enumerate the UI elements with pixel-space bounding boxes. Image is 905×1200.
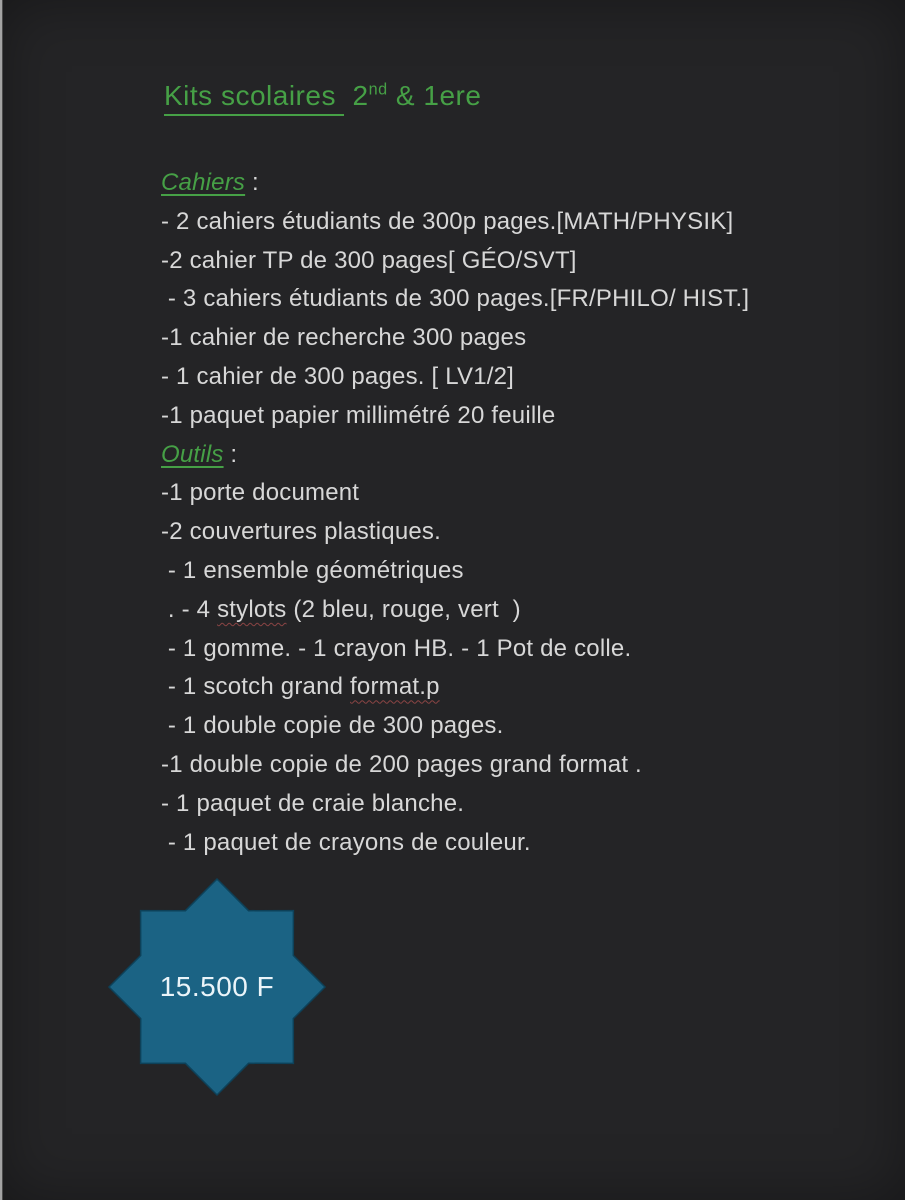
- section-heading: [161, 436, 861, 475]
- page-title: [164, 80, 481, 112]
- list-item-text: -1 paquet papier millimétré 20 feuille: [161, 401, 556, 429]
- list-item: [161, 397, 861, 436]
- list-item-text: - 1 cahier de 300 pages. [ LV1/2]: [161, 362, 515, 390]
- list-item-text: -1 porte document: [161, 479, 360, 507]
- section-heading: [161, 164, 861, 203]
- list-item: [161, 319, 861, 358]
- list-item-text: - 1 gomme. - 1 crayon HB. - 1 Pot de colle.: [161, 634, 632, 662]
- list-item-text: . - 4: [161, 595, 218, 623]
- list-item-text: -2 couvertures plastiques.: [161, 518, 442, 546]
- list-item: [161, 824, 861, 863]
- list-item-text: - 3 cahiers étudiants de 300 pages.[FR/PHILO/ HIST.]: [161, 285, 750, 313]
- list-item-text: - 1 scotch grand: [161, 673, 351, 701]
- list-item-text: -1 double copie de 200 pages grand format .: [161, 750, 642, 778]
- title-rest: & 1ere: [387, 80, 482, 111]
- list-item: [161, 746, 861, 785]
- list-item: [161, 785, 861, 824]
- list-item: [161, 358, 861, 397]
- list-item: [161, 552, 861, 591]
- list-item-text: - 2 cahiers étudiants de 300p pages.[MATH/PHYSIK]: [161, 207, 734, 235]
- supply-list: [161, 164, 861, 862]
- misspelled-word: stylots: [217, 595, 287, 623]
- section-heading-suffix: :: [223, 440, 238, 468]
- list-item-text: - 1 double copie de 300 pages.: [161, 712, 504, 740]
- list-item: [161, 280, 861, 319]
- title-grade-superscript: nd: [368, 80, 388, 99]
- list-item-text: (2 bleu, rouge, vert ): [286, 595, 521, 623]
- list-item-text: - 1 paquet de crayons de couleur.: [161, 828, 531, 856]
- list-item-text: -1 cahier de recherche 300 pages: [161, 324, 527, 352]
- list-item: [161, 707, 861, 746]
- section-heading-text: Cahiers: [161, 169, 246, 196]
- list-item: [161, 668, 861, 707]
- list-item: [161, 513, 861, 552]
- list-item: [161, 630, 861, 669]
- list-item: [161, 474, 861, 513]
- list-item: [161, 242, 861, 281]
- price-badge: [107, 877, 327, 1097]
- title-underlined-text: Kits scolaires: [164, 80, 344, 116]
- misspelled-word: format.p: [350, 673, 440, 701]
- list-item: [161, 591, 861, 630]
- list-item-text: -2 cahier TP de 300 pages[ GÉO/SVT]: [161, 246, 577, 274]
- list-item-text: - 1 paquet de craie blanche.: [161, 789, 465, 817]
- title-grade: 2: [344, 80, 369, 111]
- list-item: [161, 203, 861, 242]
- list-item-text: - 1 ensemble géométriques: [161, 556, 464, 584]
- price-label: 15.500 F: [159, 971, 275, 1002]
- page-edge-line: [0, 0, 3, 1200]
- section-heading-suffix: :: [245, 169, 259, 196]
- section-heading-text: Outils: [161, 440, 224, 468]
